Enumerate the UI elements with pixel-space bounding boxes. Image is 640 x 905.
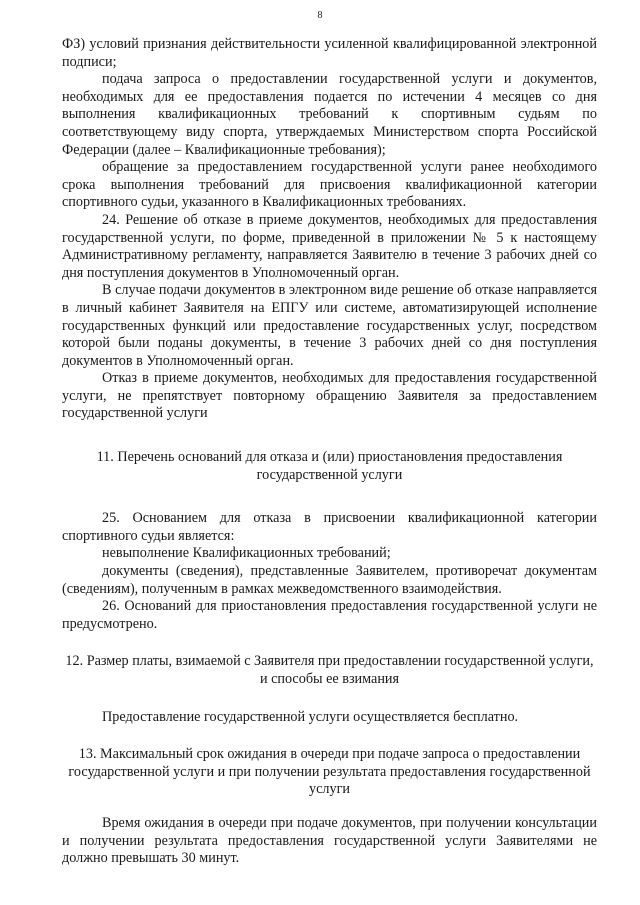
document-body	[62, 36, 597, 868]
paragraph-electronic-refusal: В случае подачи документов в электронном виде решение об отказе направляется в личный кабинет Заявителя на ЕПГУ или системе, автоматизирующей исполнение государственных функций или предоставление государственных услуг, посредством которой были поданы документы, в течение 3 рабочих дней со дня поступления документов в Уполномоченный орган.	[62, 282, 597, 369]
section-heading-11: 11. Перечень оснований для отказа и (или) приостановления предоставления государственной услуги	[96, 449, 563, 483]
paragraph-refusal-not-obstacle: Отказ в приеме документов, необходимых для предоставления государственной услуги, не препятствует повторному обращению Заявителя за предоставлением государственной услуги	[62, 370, 597, 422]
paragraph-waiting-time: Время ожидания в очереди при подаче документов, при получении консультации и получении результата предоставления государственной услуги Заявителями не должно превышать 30 минут.	[62, 814, 597, 867]
section-heading-12: 12. Размер платы, взимаемой с Заявителя при предоставлении государственной услуги, и способы ее взимания	[65, 653, 594, 687]
paragraph-request-timing: подача запроса о предоставлении государственной услуги и документов, необходимых для ее предоставления подается по истечении 4 месяцев со дня выполнения квалификационных требований к спортивным судьям по соответствующему виду спорта, утверждаемых Министерством спорта Российской Федерации (далее – Квалификационные требования);	[62, 71, 597, 158]
paragraph-clause-24: 24. Решение об отказе в приеме документов, необходимых для предоставления государственной услуги, по форме, приведенной в приложении № 5 к настоящему Административному регламенту, направляется Заявителю в течение 3 рабочих дней со дня поступления документов в Уполномоченный орган.	[62, 211, 597, 281]
paragraph-early-request: обращение за предоставлением государственной услуги ранее необходимого срока выполнения требований для присвоения квалификационной категории спортивного судьи, указанного в Квалификационных требованиях.	[62, 159, 597, 211]
section-heading-13: 13. Максимальный срок ожидания в очереди при подаче запроса о предоставлении государственной услуги и при получении результата предоставления государственной услуги	[68, 746, 591, 798]
paragraph-documents-contradict: документы (сведения), представленные Заявителем, противоречат документам (сведениям), полученным в рамках межведомственного взаимодействия.	[62, 563, 597, 597]
paragraph-clause-26: 26. Оснований для приостановления предоставления государственной услуги не предусмотрено.	[62, 598, 597, 632]
paragraph-clause-25: 25. Основанием для отказа в присвоении квалификационной категории спортивного судьи является:	[62, 510, 597, 544]
paragraph-free-of-charge: Предоставление государственной услуги осуществляется бесплатно.	[102, 708, 519, 725]
page-number: 8	[317, 10, 323, 21]
paragraph-requirements-not-met: невыполнение Квалификационных требований;	[102, 545, 391, 562]
paragraph-esign-conditions: ФЗ) условий признания действительности усиленной квалифицированной электронной подписи;	[62, 36, 597, 70]
